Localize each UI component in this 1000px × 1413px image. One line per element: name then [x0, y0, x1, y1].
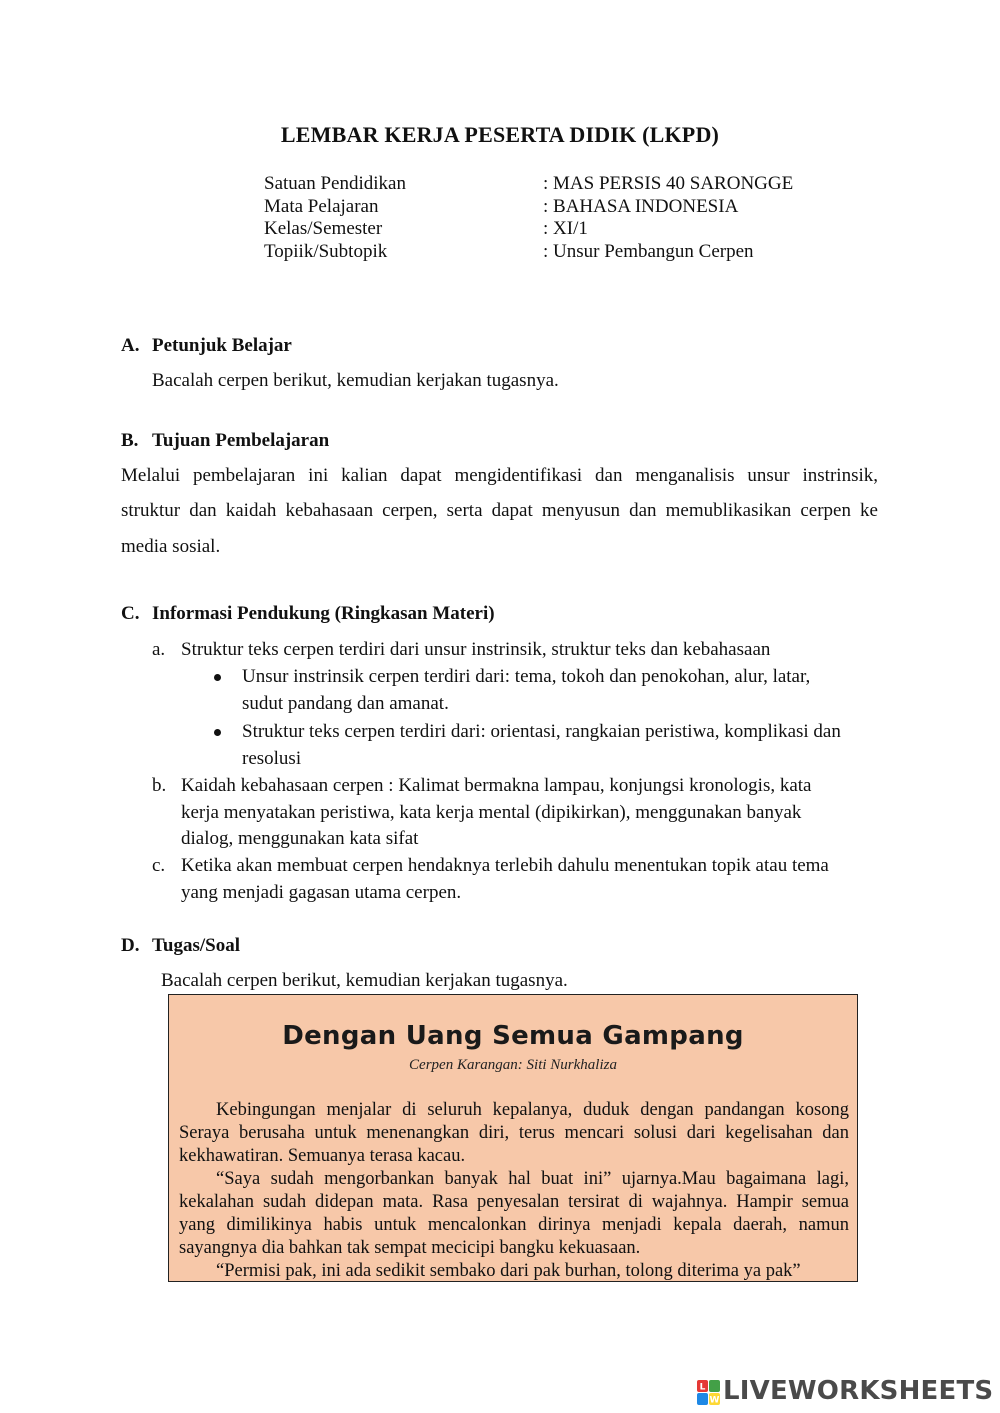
logo-letter: W	[709, 1395, 720, 1406]
meta-label: Mata Pelajaran	[264, 196, 379, 217]
liveworksheets-logo-icon	[697, 1380, 721, 1406]
list-item-text: Struktur teks cerpen terdiri dari unsur instrinsik, struktur teks dan kebahasaan	[181, 639, 771, 660]
list-marker: b.	[152, 775, 167, 796]
logo-letter: L	[699, 1382, 706, 1393]
section-letter: A.	[121, 335, 140, 356]
bullet-text: resolusi	[242, 748, 302, 769]
meta-value: : Unsur Pembangun Cerpen	[543, 241, 754, 262]
section-letter: D.	[121, 935, 140, 956]
section-title: Tugas/Soal	[152, 935, 241, 956]
section-b-line: Melalui pembelajaran ini kalian dapat mengidentifikasi dan menganalisis unsur instrinsik,	[121, 465, 878, 486]
section-title: Informasi Pendukung (Ringkasan Materi)	[152, 603, 495, 624]
story-box	[168, 994, 858, 1282]
story-line: kekhawatiran. Semuanya terasa kacau.	[179, 1146, 466, 1166]
brand-name: LIVEWORKSHEETS	[723, 1376, 994, 1406]
list-item-text: Kaidah kebahasaan cerpen : Kalimat bermakna lampau, konjungsi kronologis, kata	[181, 775, 812, 796]
bullet-icon	[214, 729, 221, 736]
section-c-heading	[121, 603, 495, 625]
meta-label: Kelas/Semester	[264, 218, 383, 239]
list-item-text: dialog, menggunakan kata sifat	[181, 828, 419, 849]
story-line: “Saya sudah mengorbankan banyak hal buat ini” ujarnya.Mau bagaimana lagi,	[216, 1169, 849, 1189]
story-line: yang dimilikinya habis untuk mencalonkan dirinya menjadi kepala daerah, namun	[179, 1215, 849, 1235]
section-letter: B.	[121, 430, 139, 451]
section-d-text: Bacalah cerpen berikut, kemudian kerjakan tugasnya.	[161, 970, 568, 991]
meta-value: : XI/1	[543, 218, 588, 239]
story-line: Kebingungan menjalar di seluruh kepalanya, duduk dengan pandangan kosong	[216, 1100, 849, 1120]
section-b-line: struktur dan kaidah kebahasaan cerpen, serta dapat menyusun dan memublikasikan cerpen ke	[121, 500, 878, 521]
list-marker: a.	[152, 639, 166, 660]
meta-value: : BAHASA INDONESIA	[543, 196, 739, 217]
meta-label: Satuan Pendidikan	[264, 173, 406, 194]
story-line: sayangnya dia bahkan tak sempat mecicipi bangku kekuasaan.	[179, 1238, 641, 1258]
list-item-text: kerja menyatakan peristiwa, kata kerja mental (dipikirkan), menggunakan banyak	[181, 802, 802, 823]
bullet-icon	[214, 674, 221, 681]
bullet-text: Unsur instrinsik cerpen terdiri dari: tema, tokoh dan penokohan, alur, latar,	[242, 666, 811, 687]
meta-label: Topiik/Subtopik	[264, 241, 388, 262]
section-letter: C.	[121, 603, 140, 624]
bullet-text: sudut pandang dan amanat.	[242, 693, 449, 714]
section-b-line: media sosial.	[121, 536, 221, 557]
list-item-text: yang menjadi gagasan utama cerpen.	[181, 882, 462, 903]
section-b-heading	[121, 430, 329, 452]
section-a-heading	[121, 335, 292, 357]
section-title: Petunjuk Belajar	[152, 335, 292, 356]
liveworksheets-watermark	[697, 1376, 997, 1410]
list-marker: c.	[152, 855, 166, 876]
list-item-text: Ketika akan membuat cerpen hendaknya terlebih dahulu menentukan topik atau tema	[181, 855, 829, 876]
story-line: kekalahan sudah didepan mata. Rasa penyesalan tersirat di wajahnya. Hampir semua	[179, 1192, 849, 1212]
worksheet-title: LEMBAR KERJA PESERTA DIDIK (LKPD)	[280, 122, 720, 147]
bullet-text: Struktur teks cerpen terdiri dari: orientasi, rangkaian peristiwa, komplikasi dan	[242, 721, 841, 742]
meta-value: : MAS PERSIS 40 SARONGGE	[543, 173, 794, 194]
story-line: “Permisi pak, ini ada sedikit sembako dari pak burhan, tolong diterima ya pak”	[216, 1261, 801, 1281]
story-author: Cerpen Karangan: Siti Nurkhaliza	[409, 1057, 617, 1073]
section-title: Tujuan Pembelajaran	[152, 430, 330, 451]
story-line: Seraya berusaha untuk menenangkan diri, terus mencari solusi dari kegelisahan dan	[179, 1123, 849, 1143]
story-title: Dengan Uang Semua Gampang	[282, 1021, 744, 1051]
section-d-heading	[121, 935, 240, 957]
section-a-text: Bacalah cerpen berikut, kemudian kerjakan tugasnya.	[152, 370, 559, 391]
